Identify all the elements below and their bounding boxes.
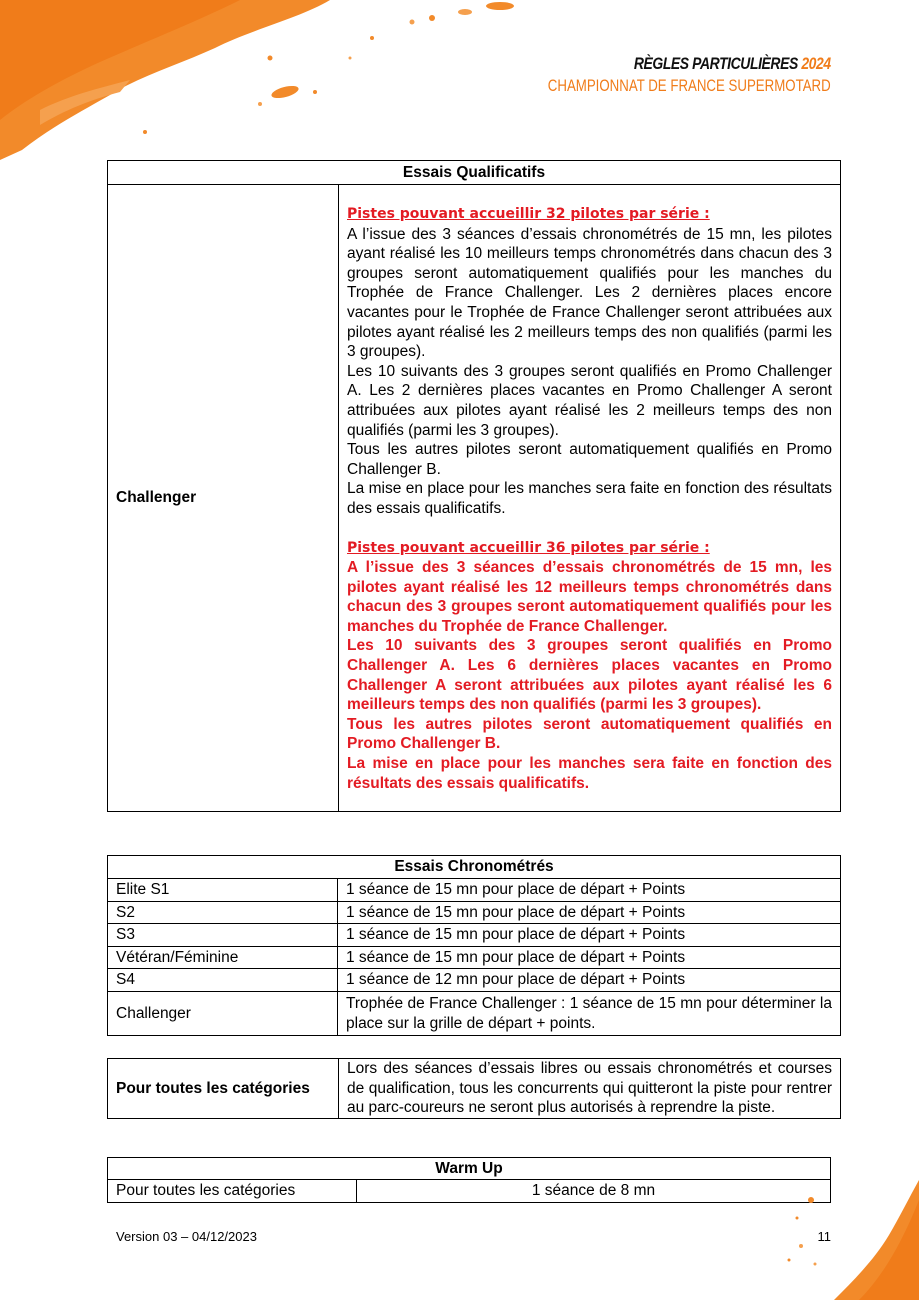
header-subtitle: CHAMPIONNAT DE FRANCE SUPERMOTARD [548,76,831,95]
table-row [108,879,841,902]
session-cell: 1 séance de 15 mn pour place de départ + Points [338,924,841,947]
section-36-title: Pistes pouvant accueillir 36 pilotes par série : [347,539,710,556]
spacer [347,519,832,539]
session-cell: 1 séance de 15 mn pour place de départ + Points [338,879,841,902]
all-categories-label: Pour toutes les catégories [108,1059,339,1119]
section-36-paragraph: A l’issue des 3 séances d’essais chronométrés de 15 mn, les pilotes ayant réalisé les 12 meilleurs temps chronométrés dans chacun des 3 groupes seront automatiquement qualifiés pour les manches du Trophée de France Challenger. [347,559,832,635]
session-cell: 1 séance de 15 mn pour place de départ + Points [338,946,841,969]
category-cell: Elite S1 [108,879,338,902]
table-row [108,946,841,969]
session-cell: 1 séance de 12 mn pour place de départ + Points [338,969,841,992]
warmup-label: Pour toutes les catégories [108,1180,357,1203]
section-36-paragraph: Tous les autres pilotes seront automatiquement qualifiés en Promo Challenger B. [347,715,832,753]
section-32-paragraph: Tous les autres pilotes seront automatiquement qualifiés en Promo Challenger B. [347,441,832,478]
section-32-paragraph: La mise en place pour les manches sera faite en fonction des résultats des essais qualificatifs. [347,480,832,517]
table-row [108,991,841,1035]
section-32-paragraph: Les 10 suivants des 3 groupes seront qualifiés en Promo Challenger A. Les 2 dernières places vacantes en Promo Challenger A seront attribuées aux pilotes ayant réalisé les 2 meilleurs temps des non qualifiés (parmi les 3 groupes). [347,362,832,439]
document-header [468,54,831,96]
session-cell: Trophée de France Challenger : 1 séance de 15 mn pour déterminer la place sur la grille de départ + points. [338,991,841,1035]
orange-splash-decoration [739,1180,919,1300]
category-cell: S3 [108,924,338,947]
section-36-paragraph: La mise en place pour les manches sera faite en fonction des résultats des essais qualificatifs. [347,755,832,792]
header-title-text: RÈGLES PARTICULIÈRES [634,54,799,73]
warmup-heading: Warm Up [108,1158,831,1180]
category-cell: Challenger [108,991,338,1035]
all-categories-table [107,1058,841,1119]
timed-practice-heading: Essais Chronométrés [108,856,841,879]
header-year: 2024 [801,54,831,73]
table-row [108,901,841,924]
footer-version: Version 03 – 04/12/2023 [116,1229,257,1244]
page-number: 11 [817,1229,831,1244]
header-title [534,54,831,74]
section-36-paragraph: Les 10 suivants des 3 groupes seront qualifiés en Promo Challenger A. Les 6 dernières places vacantes en Promo Challenger A seront attribuées aux pilotes ayant réalisé les 6 meilleurs temps des non qualifiés (parmi les 3 groupes). [347,637,832,714]
table-row [108,924,841,947]
category-cell: S4 [108,969,338,992]
section-32-title: Pistes pouvant accueillir 32 pilotes par série : [347,206,710,222]
section-32-paragraph: A l’issue des 3 séances d’essais chronométrés de 15 mn, les pilotes ayant réalisé les 10 meilleurs temps chronométrés dans chacun des 3 groupes seront automatiquement qualifiés pour les manches du Trophée de France Challenger. Les 2 dernières places encore vacantes pour le Trophée de France Challenger seront attribuées aux pilotes ayant réalisé les 2 meilleurs temps des non qualifiés (parmi les 3 groupes). [347,225,832,361]
qualifying-rules [339,185,841,812]
table-row [108,1180,831,1203]
warmup-table [107,1157,831,1203]
category-cell: S2 [108,901,338,924]
warmup-value: 1 séance de 8 mn [357,1180,831,1203]
table-row [108,969,841,992]
session-cell: 1 séance de 15 mn pour place de départ + Points [338,901,841,924]
qualifying-heading: Essais Qualificatifs [108,161,841,185]
timed-practice-table [107,855,841,1036]
category-cell: Vétéran/Féminine [108,946,338,969]
all-categories-text: Lors des séances d’essais libres ou essais chronométrés et courses de qualification, tous les concurrents qui quitteront la piste pour rentrer au parc-coureurs ne seront plus autorisés à reprendre la piste. [339,1059,841,1119]
qualifying-table [107,160,841,812]
qualifying-category: Challenger [108,185,339,812]
